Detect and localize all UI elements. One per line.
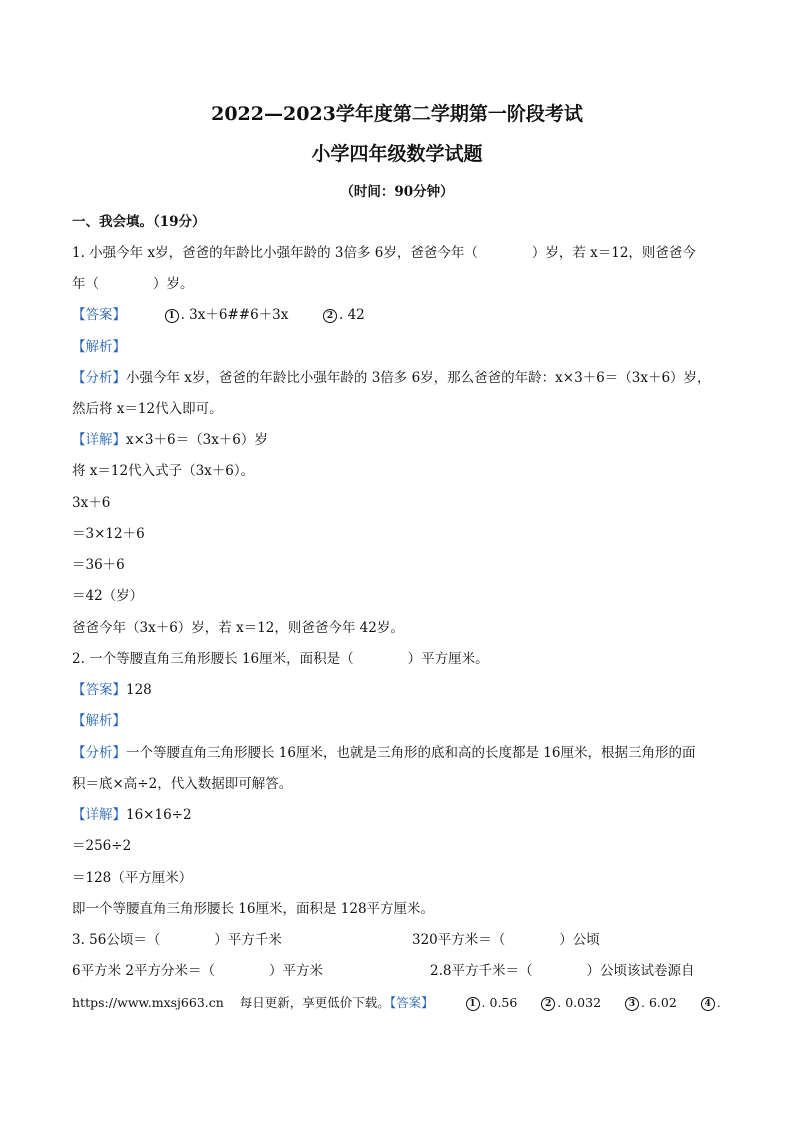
section-heading: 一、我会填。（19分） — [72, 214, 206, 230]
source-url[interactable]: https://www.mxsj663.cn — [72, 995, 224, 1010]
q2-detail-line — [72, 806, 192, 824]
q1-answer-2: . 42 — [338, 307, 365, 323]
answer-tag: 【答案】 — [389, 995, 434, 1010]
detail-tag: 【详解】 — [72, 807, 126, 823]
q1-step: ＝42（岁） — [72, 588, 144, 604]
q1-step: 将 x＝12代入式子（3x＋6）。 — [72, 463, 255, 479]
answer-tag: 【答案】 — [72, 307, 126, 323]
q3-part-d: 2.8平方千米＝（ ）公顷该试卷源自 — [430, 963, 695, 979]
q1-fenxi-text: 小强今年 x岁，爸爸的年龄比小强年龄的 3倍多 6岁，那么爸爸的年龄：x×3＋6＝（3x＋6）岁， — [126, 370, 711, 386]
q2-fenxi-line2: 积＝底×高÷2，代入数据即可解答。 — [72, 776, 293, 792]
fenxi-tag: 【分析】 — [72, 370, 126, 386]
circled-number-icon: 2 — [323, 309, 337, 323]
q3-answer-4: . — [716, 995, 721, 1010]
q1-answer-1: . 3x＋6##6＋3x — [180, 307, 289, 323]
q2-step: ＝128（平方厘米） — [72, 870, 193, 886]
q2-conclusion: 即一个等腰直角三角形腰长 16厘米，面积是 128平方厘米。 — [72, 901, 435, 917]
q1-answer-line — [72, 306, 365, 324]
q1-fenxi-line2: 然后将 x＝12代入即可。 — [72, 401, 223, 417]
circled-number-icon: 4 — [701, 997, 715, 1011]
q2-fenxi-text: 一个等腰直角三角形腰长 16厘米，也就是三角形的底和高的长度都是 16厘米，根据三角形的面 — [126, 745, 696, 761]
fenxi-tag: 【分析】 — [72, 745, 126, 761]
exam-subtitle: 小学四年级数学试题 — [311, 143, 483, 165]
ad-text: 每日更新，享更低价下载。 — [239, 995, 390, 1010]
circled-number-icon: 3 — [625, 997, 639, 1011]
q1-step: 3x＋6 — [72, 495, 111, 511]
q1-step: ＝36＋6 — [72, 557, 125, 573]
q1-fenxi-line1 — [72, 369, 711, 387]
q1-detail-line — [72, 431, 268, 449]
q3-answer-1: . 0.56 — [481, 995, 518, 1010]
q3-answer-2: . 0.032 — [557, 995, 602, 1010]
answer-tag: 【答案】 — [72, 682, 126, 698]
circled-number-icon: 1 — [466, 997, 480, 1011]
q3-footer-line — [72, 994, 721, 1012]
q3-part-b: 320平方米＝（ ）公顷 — [412, 932, 600, 948]
q1-detail-text: x×3＋6＝（3x＋6）岁 — [126, 432, 268, 448]
exam-title: 2022—2023学年度第二学期第一阶段考试 — [211, 103, 583, 125]
q2-analysis-tag: 【解析】 — [72, 713, 126, 729]
exam-time: （时间：90分钟） — [340, 184, 454, 200]
q3-part-c: 6平方米 2平方分米＝（ ）平方米 — [72, 963, 323, 979]
q2-answer: 128 — [126, 682, 152, 698]
q3-part-a: 3. 56公顷＝（ ）平方千米 — [72, 932, 282, 948]
detail-tag: 【详解】 — [72, 432, 126, 448]
q2-detail-text: 16×16÷2 — [126, 807, 192, 823]
q2-step: ＝256÷2 — [72, 838, 132, 854]
q1-step: ＝3×12＋6 — [72, 526, 145, 542]
q3-answer-3: . 6.02 — [641, 995, 677, 1010]
q1-stem-line1: 1. 小强今年 x岁，爸爸的年龄比小强年龄的 3倍多 6岁，爸爸今年（ ）岁，若 x＝12，则爸爸今 — [72, 245, 696, 261]
q1-conclusion: 爸爸今年（3x＋6）岁，若 x＝12，则爸爸今年 42岁。 — [72, 620, 404, 636]
q2-stem: 2. 一个等腰直角三角形腰长 16厘米，面积是（ ）平方厘米。 — [72, 651, 489, 667]
circled-number-icon: 2 — [541, 997, 555, 1011]
circled-number-icon: 1 — [165, 309, 179, 323]
q1-stem-line2: 年（ ）岁。 — [72, 276, 194, 292]
q2-fenxi-line1 — [72, 744, 695, 762]
q2-answer-line — [72, 681, 152, 699]
q1-analysis-tag: 【解析】 — [72, 339, 126, 355]
